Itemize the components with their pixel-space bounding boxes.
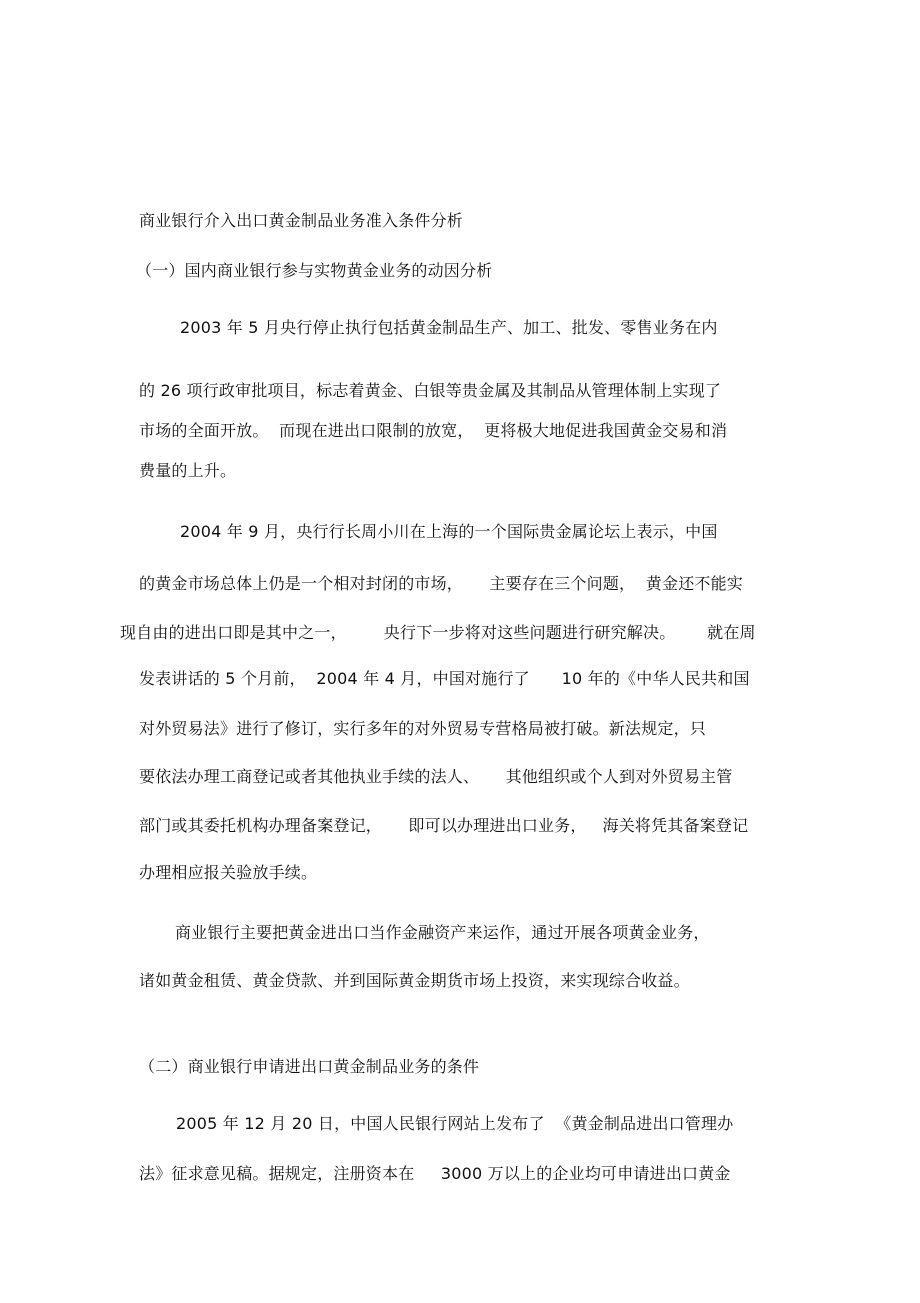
paragraph-line: 要依法办理工商登记或者其他执业手续的法人、 其他组织或个人到对外贸易主管	[139, 767, 733, 786]
paragraph-line: 2005 年 12 月 20 日，中国人民银行网站上发布了 《黄金制品进出口管理办	[176, 1114, 734, 1133]
paragraph-line: 办理相应报关验放手续。	[139, 863, 318, 882]
section-2-heading: （二）商业银行申请进出口黄金制品业务的条件	[139, 1057, 480, 1076]
paragraph-line: 2004 年 9 月，央行行长周小川在上海的一个国际贵金属论坛上表示，中国	[180, 522, 718, 541]
paragraph-line: 诸如黄金租赁、黄金贷款、并到国际黄金期货市场上投资，来实现综合收益。	[139, 971, 690, 990]
paragraph-line: 的 26 项行政审批项目，标志着黄金、白银等贵金属及其制品从管理体制上实现了	[139, 381, 722, 400]
paragraph-line: 2003 年 5 月央行停止执行包括黄金制品生产、加工、批发、零售业务在内	[180, 318, 718, 337]
paragraph-line: 部门或其委托机构办理备案登记， 即可以办理进出口业务， 海关将凭其备案登记	[139, 816, 749, 835]
paragraph-line: 费量的上升。	[139, 461, 237, 480]
paragraph-line: 商业银行主要把黄金进出口当作金融资产来运作，通过开展各项黄金业务，	[175, 923, 710, 942]
paragraph-line: 的黄金市场总体上仍是一个相对封闭的市场， 主要存在三个问题， 黄金还不能实	[139, 574, 744, 593]
paragraph-line: 法》征求意见稿。据规定，注册资本在 3000 万以上的企业均可申请进出口黄金	[139, 1164, 731, 1183]
paragraph-line: 市场的全面开放。 而现在进出口限制的放宽， 更将极大地促进我国黄金交易和消	[139, 421, 728, 440]
document-title: 商业银行介入出口黄金制品业务准入条件分析	[139, 211, 464, 230]
section-1-heading: （一）国内商业银行参与实物黄金业务的动因分析	[136, 261, 493, 280]
paragraph-line: 发表讲话的 5 个月前， 2004 年 4 月，中国对施行了 10 年的《中华人民共和国	[139, 669, 750, 688]
paragraph-line: 对外贸易法》进行了修订，实行多年的对外贸易专营格局被打破。新法规定，只	[139, 719, 707, 738]
paragraph-line: 现自由的进出口即是其中之一， 央行下一步将对这些问题进行研究解决。 就在周	[120, 623, 756, 642]
